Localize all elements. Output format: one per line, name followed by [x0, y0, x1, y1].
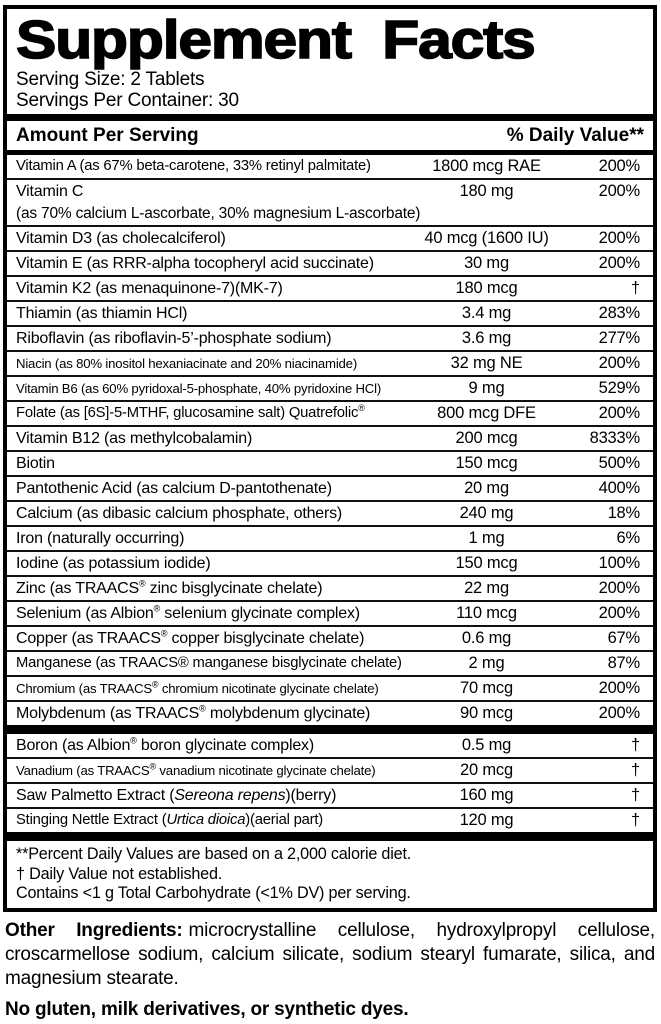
nutrient-row — [7, 402, 653, 427]
nutrient-dv: 500% — [598, 454, 640, 472]
nutrient-row — [7, 427, 653, 452]
nutrient-name: Vitamin B12 (as methylcobalamin) — [16, 430, 253, 447]
nutrient-dv: 100% — [598, 554, 640, 572]
nutrient-amount: 9 mg — [468, 379, 505, 397]
servings-per-container: Servings Per Container: 30 — [16, 90, 239, 111]
nutrient-dv: † — [631, 811, 640, 829]
nutrient-row — [7, 552, 653, 577]
nutrient-dv: 200% — [598, 579, 640, 597]
nutrient-name: Vitamin D3 (as cholecalciferol) — [16, 230, 226, 247]
nutrient-name: Calcium (as dibasic calcium phosphate, others) — [16, 505, 343, 522]
nutrient-row — [7, 627, 653, 652]
nutrient-amount: 180 mg — [459, 182, 514, 200]
nutrient-name: Thiamin (as thiamin HCl) — [16, 305, 188, 322]
nutrient-row — [7, 652, 653, 677]
footnote-dv-not-established: † Daily Value not established. — [16, 864, 223, 883]
nutrient-dv: 200% — [598, 182, 640, 200]
nutrient-name: Saw Palmetto Extract (Sereona repens)(berry) — [16, 787, 337, 804]
nutrient-dv: 6% — [616, 529, 640, 547]
nutrient-row — [7, 252, 653, 277]
nutrient-name: Stinging Nettle Extract (Urtica dioica)(aerial part) — [16, 812, 324, 828]
nutrient-dv: † — [631, 786, 640, 804]
nutrient-row — [7, 155, 653, 180]
nutrient-amount: 2 mg — [468, 654, 505, 672]
nutrient-amount: 90 mcg — [460, 704, 513, 722]
column-header-row — [7, 121, 653, 150]
nutrient-name-line2: (as 70% calcium L-ascorbate, 30% magnesium L-ascorbate) — [16, 205, 421, 222]
nutrient-name: Vitamin C — [16, 183, 84, 200]
supplement-facts-panel — [3, 5, 657, 912]
nutrient-amount: 32 mg NE — [450, 354, 523, 372]
nutrient-amount: 110 mcg — [456, 604, 517, 622]
nutrient-amount: 3.6 mg — [461, 329, 512, 347]
nutrient-row — [7, 702, 653, 725]
panel-title: Supplement Facts — [16, 10, 535, 70]
nutrient-dv: 200% — [598, 354, 640, 372]
nutrient-dv: 200% — [598, 704, 640, 722]
nutrient-name: Niacin (as 80% inositol hexaniacinate and 20% niacinamide) — [16, 356, 358, 371]
nutrient-row — [7, 527, 653, 552]
nutrient-dv: 200% — [598, 404, 640, 422]
nutrient-dv: 200% — [598, 254, 640, 272]
footnotes — [7, 841, 653, 908]
nutrient-amount: 150 mcg — [455, 554, 518, 572]
nutrient-row — [7, 502, 653, 527]
nutrient-name: Biotin — [16, 455, 55, 472]
nutrient-dv: 283% — [598, 304, 640, 322]
nutrient-name: Vitamin E (as RRR-alpha tocopheryl acid succinate) — [16, 255, 374, 272]
nutrient-dv: 87% — [607, 654, 640, 672]
below-panel — [5, 919, 655, 1021]
header-divider — [7, 114, 653, 121]
nutrient-row — [7, 734, 653, 759]
nutrient-dv: 277% — [598, 329, 640, 347]
nutrient-dv: † — [631, 279, 640, 297]
nutrient-row — [7, 180, 653, 227]
nutrient-row — [7, 577, 653, 602]
nutrient-row — [7, 477, 653, 502]
nutrient-amount: 70 mcg — [460, 679, 513, 697]
other-ingredients-label: Other Ingredients: — [5, 919, 183, 941]
nutrient-name: Copper (as TRAACS® copper bisglycinate chelate) — [16, 628, 365, 647]
nutrient-name: Vitamin B6 (as 60% pyridoxal-5-phosphate, 40% pyridoxine HCl) — [16, 381, 382, 396]
nutrient-row — [7, 352, 653, 377]
nutrient-row — [7, 327, 653, 352]
nutrient-name: Vanadium (as TRAACS® vanadium nicotinate glycinate chelate) — [16, 761, 376, 778]
nutrient-row — [7, 759, 653, 784]
nutrient-row — [7, 602, 653, 627]
nutrient-dv: 18% — [607, 504, 640, 522]
serving-size: Serving Size: 2 Tablets — [16, 69, 205, 90]
amount-per-serving-header: Amount Per Serving — [16, 125, 199, 146]
nutrient-dv: 8333% — [589, 429, 640, 447]
nutrient-amount: 3.4 mg — [461, 304, 512, 322]
nutrient-row — [7, 302, 653, 327]
nutrient-name: Riboflavin (as riboflavin-5’-phosphate sodium) — [16, 330, 332, 347]
footnote-carbohydrate: Contains <1 g Total Carbohydrate (<1% DV) per serving. — [16, 884, 411, 902]
nutrient-amount: 20 mg — [464, 479, 509, 497]
nutrient-dv: 200% — [598, 229, 640, 247]
nutrient-name: Selenium (as Albion® selenium glycinate complex) — [16, 603, 360, 622]
nutrient-name: Chromium (as TRAACS® chromium nicotinate glycinate chelate) — [16, 679, 379, 696]
nutrient-name: Pantothenic Acid (as calcium D-pantothenate) — [16, 480, 332, 497]
panel-header — [7, 12, 653, 111]
nutrient-name: Folate (as [6S]-5-MTHF, glucosamine salt) Quatrefolic® — [16, 403, 365, 421]
nutrient-dv: † — [631, 761, 640, 779]
daily-value-header: % Daily Value** — [506, 125, 644, 146]
section-divider — [7, 832, 653, 841]
nutrient-name: Molybdenum (as TRAACS® molybdenum glycinate) — [16, 703, 371, 722]
nutrient-amount: 1800 mcg RAE — [432, 157, 541, 175]
nutrient-row — [7, 452, 653, 477]
nutrient-amount: 20 mcg — [460, 761, 513, 779]
section-divider — [7, 725, 653, 734]
nutrient-amount: 200 mcg — [455, 429, 518, 447]
nutrient-row — [7, 809, 653, 832]
nutrient-amount: 150 mcg — [455, 454, 518, 472]
nutrient-amount: 22 mg — [464, 579, 509, 597]
nutrient-name: Boron (as Albion® boron glycinate complex) — [16, 735, 314, 754]
nutrient-name: Vitamin K2 (as menaquinone-7)(MK-7) — [16, 280, 283, 297]
nutrient-name: Iodine (as potassium iodide) — [16, 555, 211, 572]
nutrient-amount: 40 mcg (1600 IU) — [424, 229, 549, 247]
nutrient-row — [7, 277, 653, 302]
nutrient-amount: 30 mg — [464, 254, 509, 272]
nutrient-name: Vitamin A (as 67% beta-carotene, 33% retinyl palmitate) — [16, 158, 371, 174]
other-ingredients-text: microcrystalline cellulose, hydroxylpropyl cellulose, croscarmellose sodium, calcium silicate, sodium stearyl fumarate, silica, and magnesium stearate. — [5, 919, 655, 989]
footnote-percent-dv: **Percent Daily Values are based on a 2,000 calorie diet. — [16, 845, 412, 863]
nutrient-dv: † — [631, 736, 640, 754]
nutrient-dv: 200% — [598, 157, 640, 175]
no-gluten-note: No gluten, milk derivatives, or synthetic dyes. — [5, 998, 409, 1020]
nutrient-rows — [7, 155, 653, 841]
nutrient-amount: 180 mcg — [455, 279, 518, 297]
nutrient-name: Zinc (as TRAACS® zinc bisglycinate chelate) — [16, 578, 323, 597]
nutrient-dv: 529% — [598, 379, 640, 397]
nutrient-row — [7, 227, 653, 252]
nutrient-name: Iron (naturally occurring) — [16, 530, 185, 547]
nutrient-dv: 200% — [598, 604, 640, 622]
nutrient-amount: 800 mcg DFE — [437, 404, 536, 422]
nutrient-amount: 1 mg — [468, 529, 505, 547]
nutrient-row — [7, 377, 653, 402]
nutrient-dv: 200% — [598, 679, 640, 697]
nutrient-amount: 240 mg — [459, 504, 514, 522]
nutrient-amount: 0.6 mg — [461, 629, 512, 647]
nutrient-row — [7, 784, 653, 809]
nutrient-name: Manganese (as TRAACS® manganese bisglycinate chelate) — [16, 655, 402, 671]
nutrient-dv: 400% — [598, 479, 640, 497]
nutrient-amount: 120 mg — [459, 811, 514, 829]
nutrient-amount: 160 mg — [459, 786, 514, 804]
nutrient-row — [7, 677, 653, 702]
nutrient-dv: 67% — [607, 629, 640, 647]
nutrient-amount: 0.5 mg — [461, 736, 512, 754]
other-ingredients — [5, 919, 655, 991]
